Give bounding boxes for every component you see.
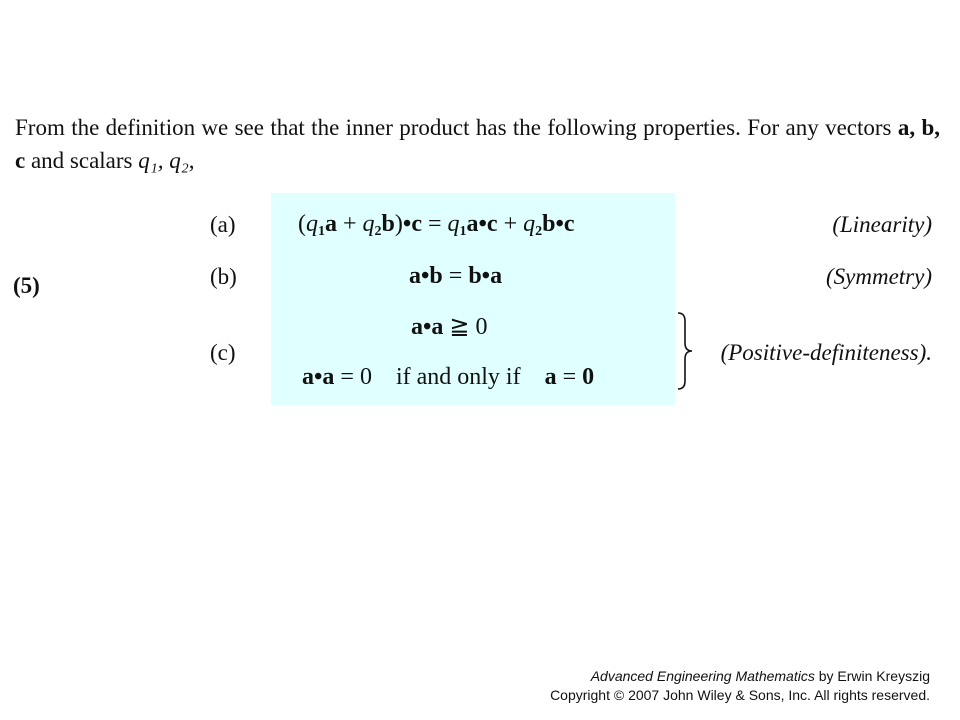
equation-c2: a•a = 0 if and only if a = 0 xyxy=(302,364,595,390)
footer-copyright: Copyright © 2007 John Wiley & Sons, Inc. All rights reserved. xyxy=(550,687,930,703)
intro-vectors: a, b, c xyxy=(15,115,940,173)
footer xyxy=(550,667,930,705)
property-linearity: (Linearity) xyxy=(832,212,932,237)
equation-b: a•b = b•a xyxy=(409,263,503,289)
intro-text-2: and scalars xyxy=(25,148,139,173)
property-positive-definiteness: (Positive-definiteness). xyxy=(720,340,932,365)
row-label-b: (b) xyxy=(210,264,237,289)
intro-scalars: q₁, q₂ xyxy=(138,148,189,173)
equation-a: ($q_1a$ + $q_2b)•c$ = $q_1a•c$ + $q_2b•c$ xyxy=(298,211,575,239)
footer-book-title: Advanced Engineering Mathematics xyxy=(590,668,815,684)
equation-c1: a•a ≧ 0 xyxy=(411,314,488,340)
property-symmetry: (Symmetry) xyxy=(825,264,932,289)
footer-citation xyxy=(550,667,930,686)
row-label-c: (c) xyxy=(210,340,236,365)
intro-paragraph xyxy=(15,111,940,177)
brace-icon xyxy=(675,311,697,391)
intro-text-3: , xyxy=(188,148,195,173)
intro-text-1: From the definition we see that the inner product has the following properties. For any vectors xyxy=(15,115,898,140)
row-label-a: (a) xyxy=(210,212,236,237)
equation-number: (5) xyxy=(13,273,40,298)
footer-author: by Erwin Kreyszig xyxy=(814,668,930,684)
